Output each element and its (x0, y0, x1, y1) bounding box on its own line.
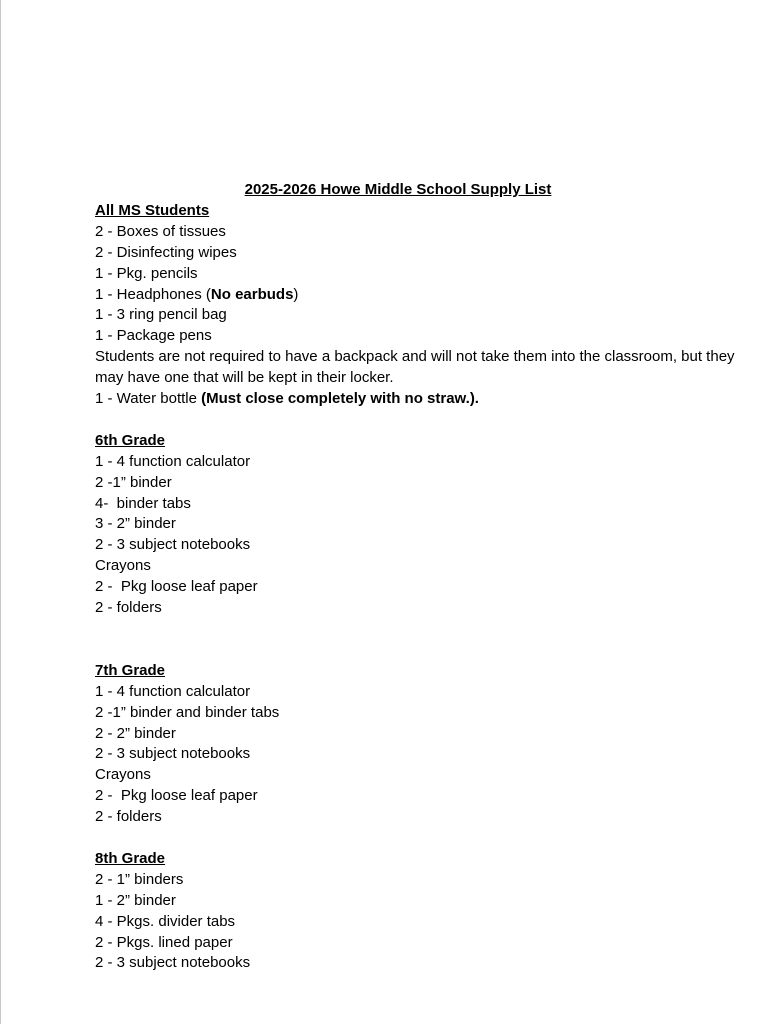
list-item: 2 - 3 subject notebooks (95, 536, 251, 554)
headphones-text: 1 - Headphones ( (95, 285, 211, 303)
list-item: 2 - Pkgs. lined paper (95, 933, 233, 951)
list-item: 4- binder tabs (95, 494, 191, 512)
backpack-note: Students are not required to have a backpack and will not take them into the classroom, but they may have one that will be kept in their locker. (95, 348, 735, 387)
list-item: Crayons (95, 766, 151, 784)
list-item: 2 - Disinfecting wipes (95, 243, 237, 261)
list-item: Crayons (95, 557, 151, 575)
supply-list-document (95, 180, 735, 974)
list-item: 2 -1” binder (95, 473, 172, 491)
spacer (95, 828, 735, 849)
document-title: 2025-2026 Howe Middle School Supply List (244, 181, 552, 198)
water-bottle-text: 1 - Water bottle (95, 390, 202, 408)
list-item: 2 - Boxes of tissues (95, 222, 226, 240)
headphones-close: ) (293, 285, 299, 303)
section-heading-all-ms: All MS Students (95, 201, 210, 219)
list-item: 1 - 3 ring pencil bag (95, 306, 227, 324)
list-item: 4 - Pkgs. divider tabs (95, 912, 236, 930)
spacer (95, 619, 735, 661)
list-item: 2 - Pkg loose leaf paper (95, 578, 258, 596)
list-item: 1 - Package pens (95, 327, 212, 345)
section-heading-8th-grade: 8th Grade (95, 849, 166, 867)
list-item: 2 - 1” binders (95, 870, 184, 888)
list-item-water-bottle (95, 389, 735, 410)
list-item: 1 - 4 function calculator (95, 682, 251, 700)
list-item: 1 - 2” binder (95, 891, 176, 909)
spacer (95, 410, 735, 431)
page-edge (0, 0, 1, 1024)
list-item: 3 - 2” binder (95, 515, 176, 533)
water-bottle-note: (Must close completely with no straw.). (201, 390, 479, 408)
list-item: 2 - folders (95, 599, 162, 617)
list-item: 2 -1” binder and binder tabs (95, 703, 280, 721)
list-item: 2 - 3 subject notebooks (95, 745, 251, 763)
headphones-note: No earbuds (210, 285, 294, 303)
list-item-headphones (95, 285, 735, 306)
list-item: 2 - 3 subject notebooks (95, 954, 251, 972)
list-item: 2 - Pkg loose leaf paper (95, 787, 258, 805)
list-item: 1 - Pkg. pencils (95, 264, 198, 282)
section-heading-6th-grade: 6th Grade (95, 431, 166, 449)
list-item: 2 - 2” binder (95, 724, 176, 742)
list-item: 2 - folders (95, 808, 162, 826)
list-item: 1 - 4 function calculator (95, 452, 251, 470)
section-heading-7th-grade: 7th Grade (95, 661, 166, 679)
